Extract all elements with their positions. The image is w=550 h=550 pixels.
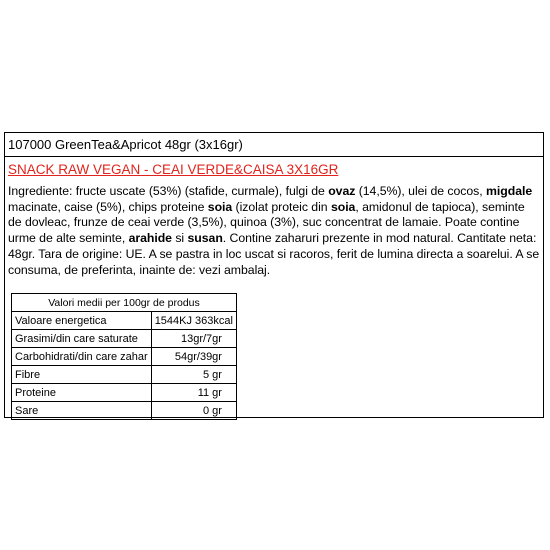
nutrient-name: Carbohidrati/din care zahar [12, 348, 152, 366]
nutrient-value: 13gr/7gr [151, 330, 236, 348]
ingredients-text [5, 184, 543, 278]
nutrition-row [12, 348, 237, 366]
nutrition-row [12, 384, 237, 402]
ingredients-segment: Ingrediente: fructe uscate (53%) (stafide, curmale), fulgi de [8, 184, 329, 198]
product-label-card [4, 132, 544, 418]
nutrient-name: Valoare energetica [12, 312, 152, 330]
product-name: SNACK RAW VEGAN - CEAI VERDE&CAISA 3X16GR [8, 162, 339, 177]
allergen-almonds: migdale [486, 184, 533, 198]
ingredients-segment: , amidonul de tapioca), seminte de dovleac, frunze de ceai verde (3,5%), quinoa (3%), suc concentrat de lamaie. Poate contine urme de alte seminte, [8, 199, 525, 246]
nutrition-row [12, 402, 237, 420]
ingredients-segment: si [171, 231, 188, 246]
allergen-soy: soia [207, 199, 233, 214]
nutrition-row [12, 366, 237, 384]
nutrient-name: Fibre [12, 366, 152, 384]
ingredients-segment: (izolat proteic din [232, 199, 331, 214]
allergen-peanuts: arahide [128, 231, 172, 246]
nutrient-value: 5 gr [151, 366, 236, 384]
nutrient-name: Grasimi/din care saturate [12, 330, 152, 348]
ingredients-segment: (14,5%), ulei de cocos, [355, 184, 487, 198]
nutrient-value: 54gr/39gr [151, 348, 236, 366]
nutrient-value: 0 gr [151, 402, 236, 420]
nutrient-value: 11 gr [151, 384, 236, 402]
nutrition-table [11, 293, 237, 420]
nutrient-name: Sare [12, 402, 152, 420]
allergen-oats: ovaz [328, 184, 356, 198]
ingredients-segment: . Contine zaharuri prezente in mod natural. Cantitate neta: 48gr. Tara de origine: UE. A se pastra in loc uscat si racoros, ferit de lumina directa a soarelui. A se consuma, de preferinta, inainte de: vezi ambalaj. [8, 231, 540, 277]
nutrition-header-row [12, 294, 237, 312]
nutrition-row [12, 312, 237, 330]
nutrition-table-title: Valori medii per 100gr de produs [12, 294, 237, 312]
ingredients-segment: macinate, caise (5%), chips proteine [8, 199, 208, 214]
nutrient-name: Proteine [12, 384, 152, 402]
nutrient-value: 1544KJ 363kcal [151, 312, 236, 330]
allergen-soy: soia [330, 199, 356, 214]
product-code-title: 107000 GreenTea&Apricot 48gr (3x16gr) [5, 133, 543, 157]
allergen-sesame: susan [187, 231, 223, 246]
nutrition-row [12, 330, 237, 348]
